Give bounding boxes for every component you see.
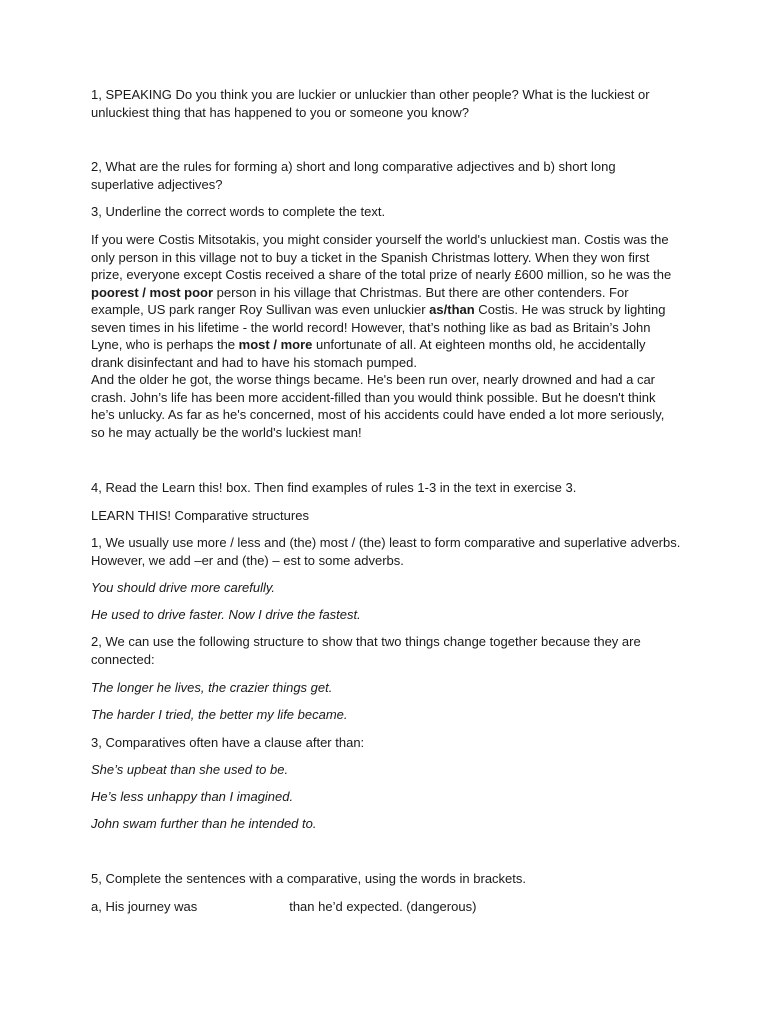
story-text-2: person in his village that Christmas. But there are other contenders. For example, US park ranger Roy Sullivan was even unluckier [91, 284, 629, 317]
question-5a [91, 898, 681, 916]
question-1: 1, SPEAKING Do you think you are luckier or unluckier than other people? What is the luckiest or unluckiest thing that has happened to you or someone you know? [91, 87, 650, 120]
rule-1: 1, We usually use more / less and (the) most / (the) least to form comparative and superlative adverbs. However, we add –er and (the) – est to some adverbs. [91, 535, 681, 568]
story-text-3: Costis. He was struck by lighting seven times in his lifetime - the world record! However, that’s nothing like as bad as Britain’s John Lyne, who is perhaps the [91, 302, 666, 352]
example-2a: The longer he lives, the crazier things get. [91, 680, 333, 695]
question-2: 2, What are the rules for forming a) short and long comparative adjectives and b) short long superlative adjectives? [91, 159, 616, 192]
example-3b: He’s less unhappy than I imagined. [91, 789, 294, 804]
example-3c: John swam further than he intended to. [91, 816, 317, 831]
lottery-story-text [91, 231, 681, 441]
story-text-1: If you were Costis Mitsotakis, you might consider yourself the world's unluckiest man. Costis was the only person in this village not to buy a ticket in the Spanish Christmas lottery. When they won first prize, everyone except Costis received a share of the total prize of nearly £600 million, so he was the [91, 232, 672, 282]
rule-2: 2, We can use the following structure to show that two things change together because they are connected: [91, 634, 641, 667]
story-text-5: And the older he got, the worse things became. He's been run over, nearly drowned and had a car crash. John’s life has been more accident-filled than you would think possible. But he doesn't think he’s unlucky. As far as he's concerned, most of his accidents could have ended a lot more seriously, so he may actually be the world's luckiest man! [91, 372, 665, 440]
learn-this-title: LEARN THIS! Comparative structures [91, 508, 309, 523]
example-1b: He used to drive faster. Now I drive the fastest. [91, 607, 361, 622]
choice-most-more: most / more [238, 337, 313, 352]
example-2b: The harder I tried, the better my life became. [91, 707, 348, 722]
example-1a: You should drive more carefully. [91, 580, 276, 595]
question-5a-start: a, His journey was [91, 899, 198, 914]
question-3: 3, Underline the correct words to complete the text. [91, 204, 386, 219]
choice-as-than: as/than [429, 302, 475, 317]
choice-poorest: poorest / most poor [91, 284, 214, 300]
rule-3: 3, Comparatives often have a clause after than: [91, 735, 365, 750]
story-text-4: unfortunate of all. At eighteen months old, he accidentally drank disinfectant and had to have his stomach pumped. [91, 337, 646, 370]
example-3a: She’s upbeat than she used to be. [91, 762, 289, 777]
question-4: 4, Read the Learn this! box. Then find examples of rules 1-3 in the text in exercise 3. [91, 480, 577, 495]
question-5a-end: than he’d expected. (dangerous) [289, 899, 477, 914]
question-5: 5, Complete the sentences with a comparative, using the words in brackets. [91, 871, 526, 886]
